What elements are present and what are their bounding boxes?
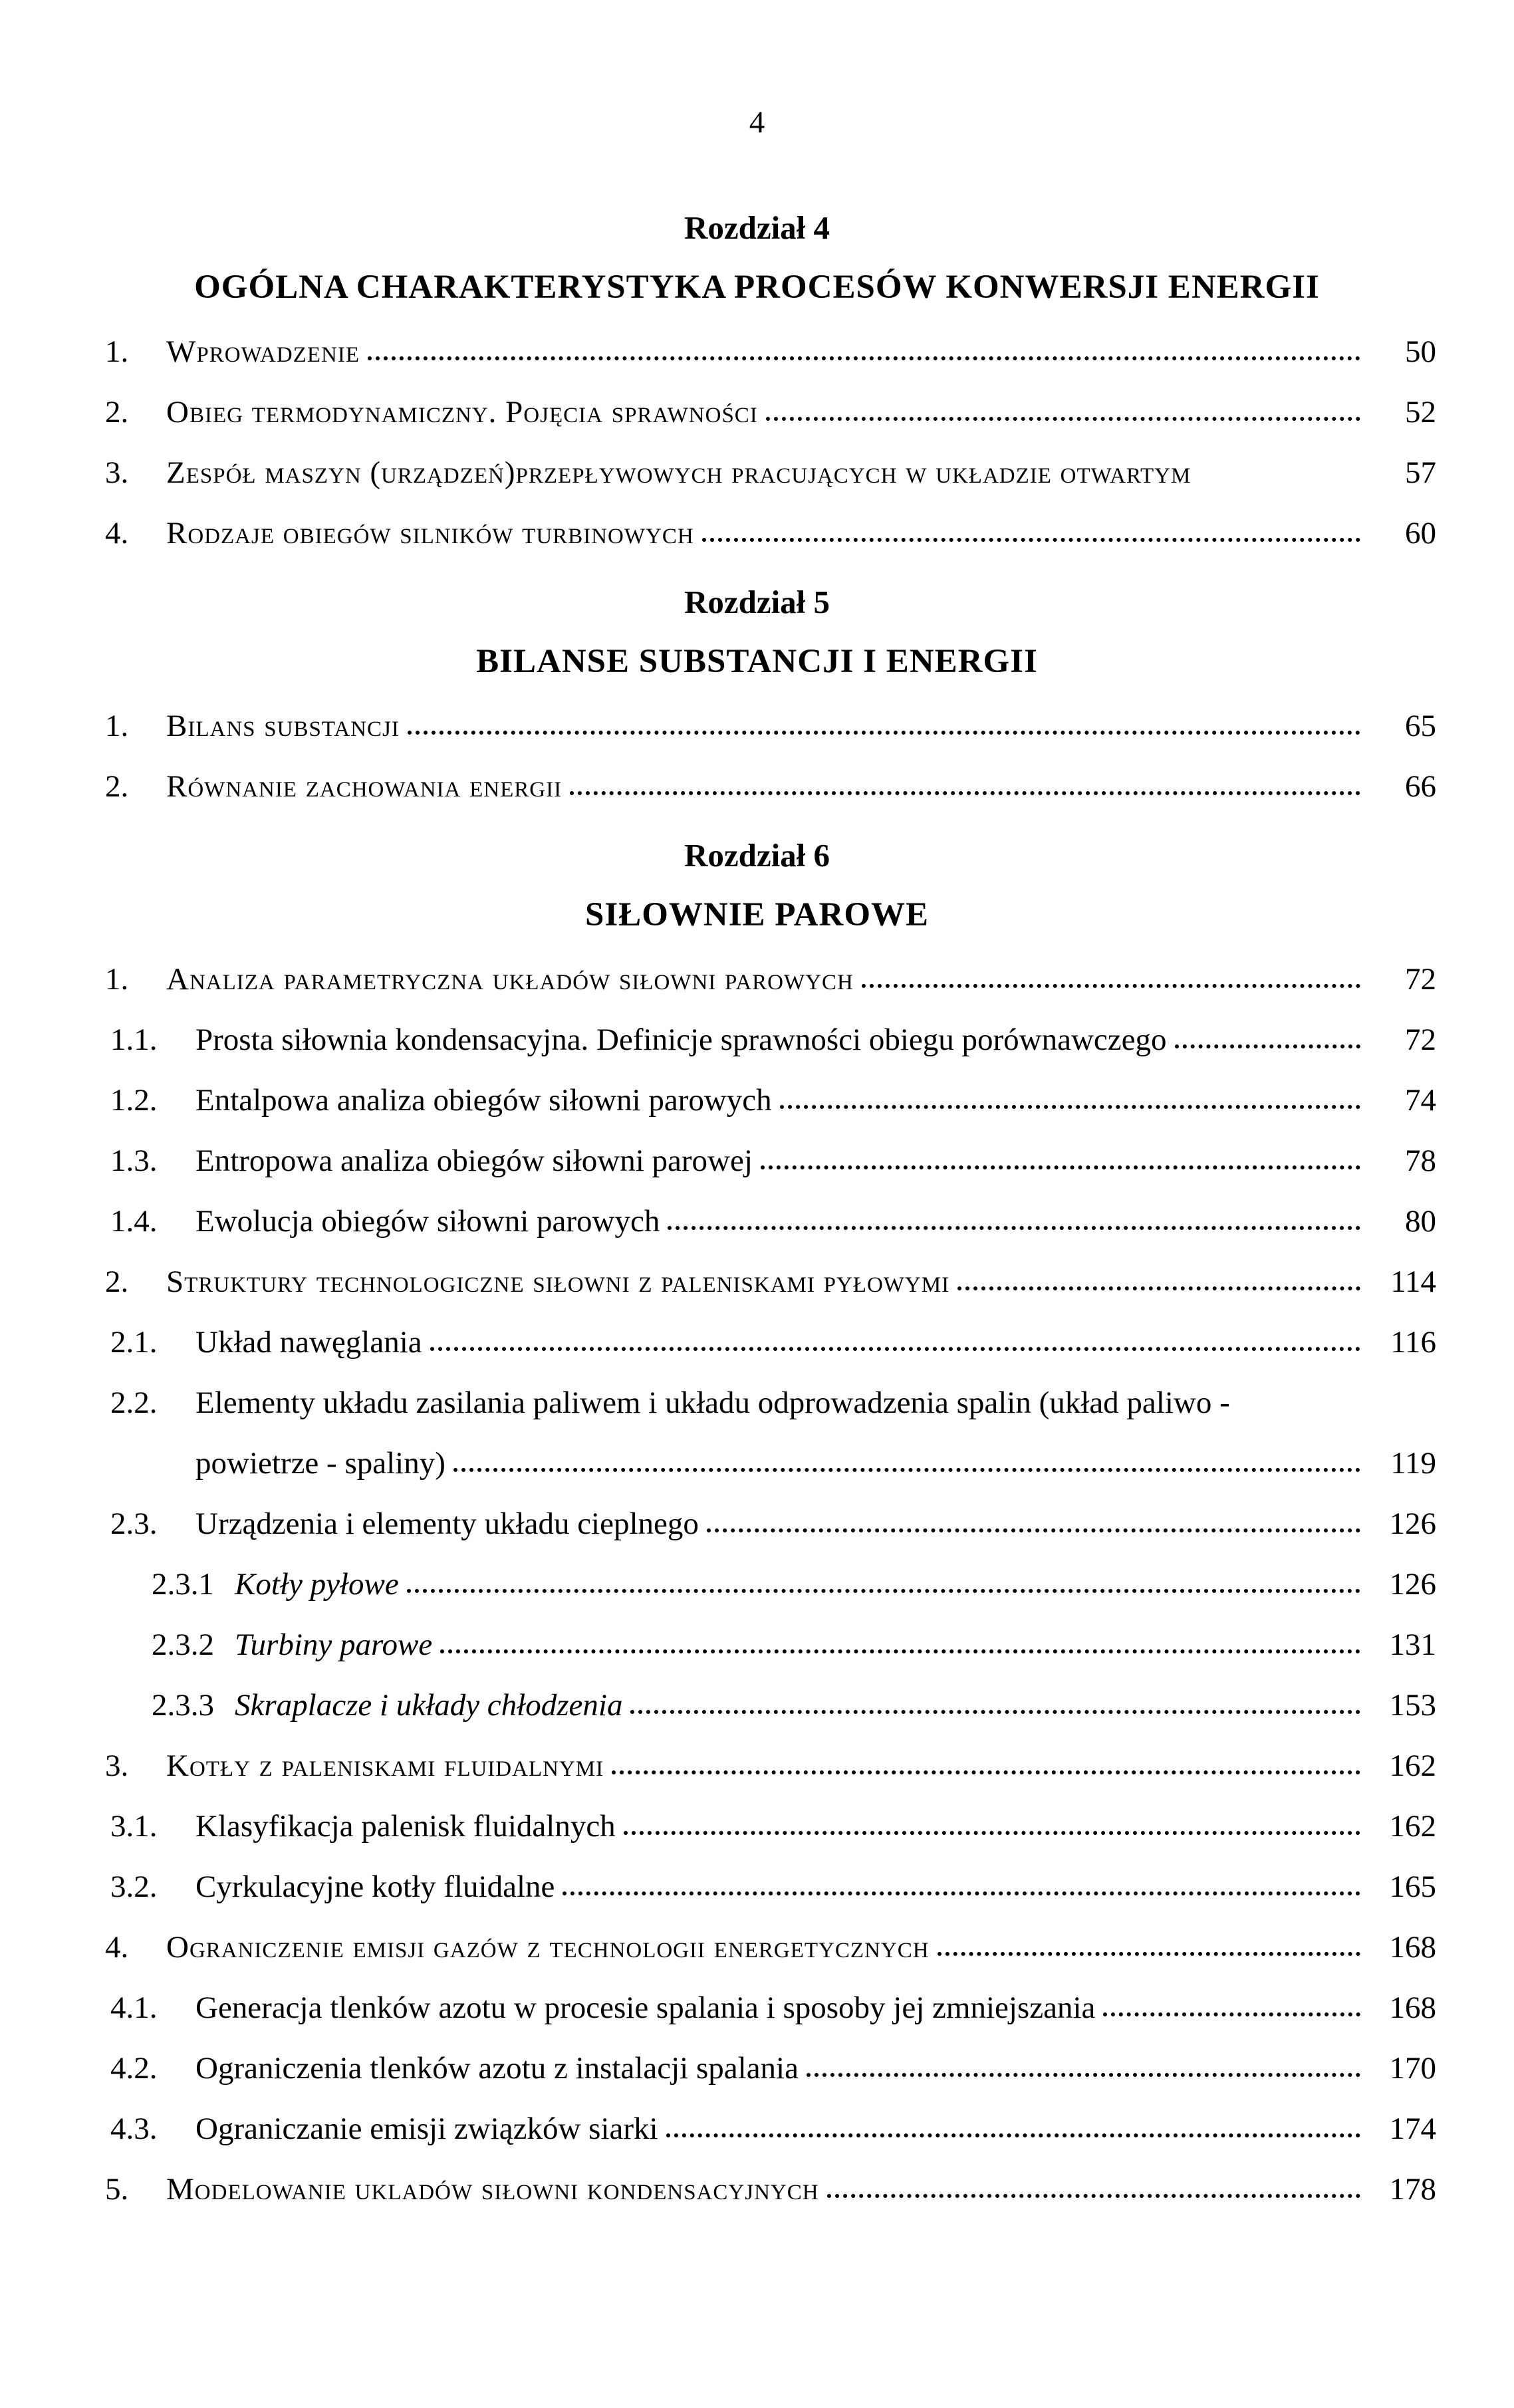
entry-page: 78 <box>1405 1144 1436 1178</box>
entry-number: 2.3. <box>110 1506 158 1541</box>
dot-leader <box>408 731 1360 735</box>
toc-entry <box>105 397 1436 427</box>
entry-title: Struktury technologiczne siłowni z paleniskami pyłowymi <box>166 1264 950 1299</box>
entry-number: 2.3.3 <box>152 1688 214 1723</box>
entry-title: Bilans substancji <box>166 709 400 743</box>
entry-number: 2. <box>105 395 129 429</box>
entry-title: Skraplacze i układy chłodzenia <box>235 1688 623 1723</box>
entry-page: 165 <box>1389 1869 1436 1904</box>
toc-entry <box>105 1750 1436 1781</box>
dot-leader <box>827 2194 1360 2198</box>
entry-page: 60 <box>1405 516 1436 550</box>
entry-page: 57 <box>1405 455 1436 490</box>
entry-number: 2.2. <box>110 1385 158 1420</box>
entry-page: 52 <box>1405 395 1436 429</box>
entry-number: 1. <box>105 334 129 369</box>
entry-number: 2.3.1 <box>152 1567 214 1602</box>
toc-entry <box>105 964 1436 995</box>
dot-leader <box>780 1105 1360 1109</box>
toc-entry <box>105 1811 1436 1842</box>
entry-title: Ograniczenie emisji gazów z technologii energetycznych <box>166 1930 930 1965</box>
entry-number: 4. <box>105 516 129 550</box>
entry-page: 131 <box>1389 1627 1436 1662</box>
entry-page: 174 <box>1389 2111 1436 2146</box>
toc-entry <box>105 1932 1436 1963</box>
toc-entry <box>105 2113 1436 2144</box>
dot-leader <box>563 1891 1360 1895</box>
entry-title: Elementy układu zasilania paliwem i układu odprowadzenia spalin (układ paliwo - <box>195 1385 1230 1420</box>
chapter-5-title: BILANSE SUBSTANCJI I ENERGII <box>476 643 1038 680</box>
entry-title: Układ nawęglania <box>195 1325 422 1360</box>
dot-leader <box>707 1528 1360 1532</box>
toc-entry <box>105 518 1436 548</box>
entry-title: Kotły pyłowe <box>235 1567 399 1602</box>
entry-number: 1. <box>105 709 129 743</box>
entry-number: 4.1. <box>110 1990 158 2025</box>
entry-page: 168 <box>1389 1990 1436 2025</box>
dot-leader <box>440 1649 1360 1653</box>
entry-title: Kotły z paleniskami fluidalnymi <box>166 1748 604 1783</box>
entry-page: 126 <box>1389 1506 1436 1541</box>
dot-leader <box>862 984 1360 988</box>
dot-leader <box>1103 2012 1360 2016</box>
entry-number: 5. <box>105 2172 129 2207</box>
entry-title: Analiza parametryczna układów siłowni parowych <box>166 962 854 997</box>
dot-leader <box>807 2073 1360 2077</box>
entry-number: 2. <box>105 1264 129 1299</box>
dot-leader <box>624 1831 1360 1835</box>
chapter-4-title: OGÓLNA CHARAKTERYSTYKA PROCESÓW KONWERSJI ENERGII <box>194 269 1320 306</box>
entry-title: Wprowadzenie <box>166 334 360 369</box>
toc-entry <box>105 1145 1436 1176</box>
entry-title-continuation: powietrze - spaliny) <box>195 1446 445 1481</box>
entry-title: Ograniczanie emisji związków siarki <box>195 2111 658 2146</box>
entry-number: 4. <box>105 1930 129 1965</box>
toc-entry <box>105 2174 1436 2205</box>
entry-title: Turbiny parowe <box>235 1627 433 1662</box>
dot-leader <box>666 2133 1360 2137</box>
entry-title: Urządzenia i elementy układu cieplnego <box>195 1506 699 1541</box>
toc-entry <box>105 1508 1436 1539</box>
dot-leader <box>761 1165 1360 1169</box>
chapter-6-title: SIŁOWNIE PAROWE <box>584 896 930 933</box>
entry-page: 162 <box>1389 1809 1436 1844</box>
toc-entry <box>105 771 1436 802</box>
entry-page: 126 <box>1389 1567 1436 1602</box>
toc-entry <box>105 711 1436 741</box>
entry-title: Równanie zachowania energii <box>166 769 563 804</box>
entry-page: 72 <box>1405 1023 1436 1057</box>
entry-number: 4.3. <box>110 2111 158 2146</box>
chapter-6-label: Rozdział 6 <box>684 837 830 874</box>
entry-number: 3. <box>105 455 129 490</box>
entry-page: 74 <box>1405 1083 1436 1118</box>
dot-leader <box>407 1589 1360 1593</box>
toc-entry <box>105 1327 1436 1358</box>
entry-number: 1.1. <box>110 1023 158 1057</box>
entry-title: Zespół maszyn (urządzeń)przepływowych pracujących w układzie otwartym <box>166 455 1192 490</box>
chapter-4-label: Rozdział 4 <box>684 209 830 246</box>
toc-entry <box>105 1871 1436 1902</box>
toc-entry <box>105 1085 1436 1116</box>
entry-page: 162 <box>1389 1748 1436 1783</box>
toc-entry-multiline-continuation <box>105 1448 1436 1479</box>
toc-entry <box>105 1266 1436 1297</box>
entry-number: 3. <box>105 1748 129 1783</box>
dot-leader <box>957 1286 1360 1290</box>
toc-entry <box>105 1992 1436 2023</box>
toc-entry <box>105 1206 1436 1237</box>
toc-entry-multiline-first <box>105 1387 1436 1418</box>
entry-title: Ewolucja obiegów siłowni parowych <box>195 1204 660 1239</box>
dot-leader <box>702 538 1360 542</box>
toc-entry <box>105 1569 1436 1600</box>
entry-title: Cyrkulacyjne kotły fluidalne <box>195 1869 555 1904</box>
entry-page: 65 <box>1405 709 1436 743</box>
entry-number: 1.4. <box>110 1204 158 1239</box>
dot-leader <box>453 1468 1360 1472</box>
dot-leader <box>766 417 1360 421</box>
entry-title: Rodzaje obiegów silników turbinowych <box>166 516 694 550</box>
entry-number: 1.2. <box>110 1083 158 1118</box>
entry-title: Obieg termodynamiczny. Pojęcia sprawności <box>166 395 758 429</box>
chapter-5-label: Rozdział 5 <box>684 584 830 620</box>
entry-page: 114 <box>1390 1264 1436 1299</box>
entry-page: 170 <box>1389 2051 1436 2086</box>
entry-page: 153 <box>1389 1688 1436 1723</box>
entry-page: 72 <box>1405 962 1436 997</box>
dot-leader <box>430 1347 1360 1351</box>
entry-page: 119 <box>1390 1446 1436 1481</box>
entry-number: 2. <box>105 769 129 804</box>
chapter-4-entries <box>0 336 1514 548</box>
dot-leader <box>570 791 1360 795</box>
dot-leader <box>1175 1044 1360 1048</box>
entry-number: 2.1. <box>110 1325 158 1360</box>
entry-title: Generacja tlenków azotu w procesie spalania i sposoby jej zmniejszania <box>195 1990 1096 2025</box>
entry-number: 1. <box>105 962 129 997</box>
dot-leader <box>668 1226 1360 1230</box>
entry-title: Ograniczenia tlenków azotu z instalacji spalania <box>195 2051 799 2086</box>
entry-number: 1.3. <box>110 1144 158 1178</box>
entry-number: 3.2. <box>110 1869 158 1904</box>
entry-number: 3.1. <box>110 1809 158 1844</box>
toc-entry <box>105 1024 1436 1055</box>
entry-page: 116 <box>1390 1325 1436 1360</box>
entry-title: Modelowanie ukladów siłowni kondensacyjnych <box>166 2172 819 2207</box>
entry-page: 168 <box>1389 1930 1436 1965</box>
entry-title: Prosta siłownia kondensacyjna. Definicje sprawności obiegu porównawczego <box>195 1023 1167 1057</box>
toc-entry <box>105 2053 1436 2084</box>
entry-title: Entalpowa analiza obiegów siłowni parowych <box>195 1083 772 1118</box>
entry-number: 4.2. <box>110 2051 158 2086</box>
entry-page: 50 <box>1405 334 1436 369</box>
dot-leader <box>368 356 1360 360</box>
dot-leader <box>630 1710 1360 1714</box>
toc-entry <box>105 457 1436 488</box>
entry-title: Entropowa analiza obiegów siłowni parowej <box>195 1144 753 1178</box>
entry-number: 2.3.2 <box>152 1627 214 1662</box>
page-number: 4 <box>749 105 765 140</box>
dot-leader <box>938 1952 1360 1956</box>
entry-title: Klasyfikacja palenisk fluidalnych <box>195 1809 616 1844</box>
toc-entry <box>105 336 1436 367</box>
chapter-5-entries <box>0 711 1514 802</box>
entry-page: 80 <box>1405 1204 1436 1239</box>
toc-entry <box>105 1690 1436 1721</box>
entry-page: 66 <box>1405 769 1436 804</box>
entry-page: 178 <box>1389 2172 1436 2207</box>
toc-entry <box>105 1629 1436 1660</box>
chapter-6-entries <box>0 964 1514 2205</box>
dot-leader <box>612 1770 1360 1774</box>
